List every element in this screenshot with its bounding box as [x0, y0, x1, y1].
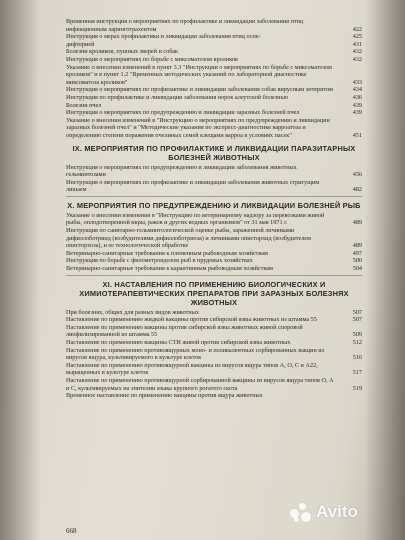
toc-entry [66, 309, 362, 317]
toc-entry-title: Наставление по применению противоящурных моно- и поливалентных сорбированных вакцин из вирусов ящура, культивируемого в культуре клеток [66, 346, 325, 362]
toc-entry-title: дифтерией [66, 40, 95, 48]
section-11-entries [66, 309, 362, 400]
toc-entry-page: 519 [352, 384, 362, 392]
section-heading-9: IX. МЕРОПРИЯТИЯ ПО ПРОФИЛАКТИКЕ И ЛИКВИДАЦИИ ПАРАЗИТАРНЫХ БОЛЕЗНЕЙ ЖИВОТНЫХ [72, 143, 356, 162]
toc-entry [66, 109, 362, 117]
toc-entry-page: 497 [352, 249, 362, 257]
toc-entry-title: Инструкция о мерах профилактики и ликвидации заболевания птиц оспе- [66, 33, 261, 41]
toc-entry [66, 164, 362, 179]
toc-entry-page: 439 [352, 109, 362, 117]
avito-logo-icon [290, 503, 312, 521]
toc-entry-page: 432 [352, 55, 362, 63]
toc-entry [66, 64, 362, 87]
toc-entry-page: 507 [352, 316, 362, 324]
section-9-entries [66, 164, 362, 194]
toc-entry-page: 512 [352, 339, 362, 346]
toc-entry [66, 377, 362, 392]
toc-entry-title: Инструкция по санитарно-гельминтологической оценке рыбы, зараженной личинками дифиллоботриид (возбудителями дифиллоботриоза) и личинками описторхид (возбудителем описторхоза), и ее технологической обработке [66, 227, 311, 250]
toc-entry-page: 456 [352, 171, 362, 179]
toc-entry [66, 56, 362, 64]
toc-entry-page: 517 [352, 369, 362, 377]
toc-entry [66, 33, 362, 41]
toc-entry-title: Указание о внесении изменений в пункт 3.3 "Инструкции о мероприятиях по борьбе с миксоматозом кроликов" и в пункт 1.2 "Временных методических указаний по лабораторной диагностике миксоматоза кроликов" [66, 63, 332, 86]
toc-entry [66, 41, 362, 49]
toc-entry-title: Инструкция о мероприятиях по профилактике и ликвидации заболевания животных стригущим лишаем [66, 178, 320, 194]
entries-top [66, 18, 362, 140]
toc-entry-page: 500 [352, 257, 362, 265]
toc-entry-page: 451 [352, 131, 362, 139]
page-shadow-right [365, 0, 405, 540]
toc-entry [66, 316, 362, 324]
toc-entry-title: Наставление по применению вакцины против сибирской язвы животных живой споровой лиофилизированной из штамма 55 [66, 323, 303, 339]
toc-entry-page: 436 [352, 93, 362, 101]
divider [66, 275, 362, 276]
divider [66, 196, 362, 197]
toc-entry [66, 18, 362, 33]
toc-entry-page: 489 [352, 242, 362, 250]
toc-entry-title: Наставление по применению противоящурной сорбированной вакцины из вирусов ящура типов О, А и С, культивируемых на эпителии языка крупного рогатого скота [66, 376, 334, 392]
toc-entry-title: Инструкция о мероприятиях по борьбе с миксоматозом кроликов [66, 55, 238, 63]
section-heading-11: XI. НАСТАВЛЕНИЯ ПО ПРИМЕНЕНИЮ БИОЛОГИЧЕСКИХ И ХИМИОТЕРАПЕВТИЧЕСКИХ ПРЕПАРАТОВ ПРИ ЗАРАЗНЫХ БОЛЕЗНЯХ ЖИВОТНЫХ [79, 279, 349, 307]
toc-entry [66, 102, 362, 110]
toc-entry-page: 439 [352, 101, 362, 109]
toc-entry-title: Инструкция по профилактике и ликвидации заболевания норок алеутской болезнью [66, 93, 288, 101]
toc-entry-title: Ветеринарно-санитарные требования к племенным рыбоводным хозяйствам [66, 249, 268, 257]
toc-entry-page: 507 [352, 308, 362, 316]
toc-entry-title: При болезнях, общих для разных видов животных [66, 308, 199, 316]
toc-entry-title: Ветеринарно-санитарные требования к карантинным рыбоводным хозяйствам [66, 265, 273, 273]
toc-entry-page: 422 [352, 25, 362, 33]
toc-entry [66, 48, 362, 56]
toc-entry-title: Болезни пчел [66, 101, 102, 109]
toc-entry-page: 434 [352, 86, 362, 94]
toc-entry [66, 227, 362, 250]
table-of-contents [66, 18, 362, 400]
toc-entry-title: Инструкция о мероприятиях по профилактике и ликвидации заболевания собак вирусным энтеритом [66, 86, 333, 94]
toc-entry-title: Указание о внесении изменения в "Инструкцию по ветеринарному надзору за перевозками живой рыбы, оплодотворенной икры, раков и других водных организмов" от 31 мая 1971 г. [66, 211, 325, 227]
toc-entry-title: Инструкция по борьбе с филометроидозом рыб в прудовых хозяйствах [66, 257, 253, 265]
toc-entry-page: 509 [352, 331, 362, 339]
toc-entry-title: Временная инструкция о мероприятиях по профилактике и ликвидации заболевания птиц инфекционным ларинготрахеитом [66, 18, 304, 33]
toc-entry [66, 94, 362, 102]
avito-watermark-text: Avito [316, 502, 358, 521]
toc-entry-title: Указание о внесении изменений в "Инструкцию о мероприятиях по предупреждению и ликвидации заразных болезней пчел" и "Методические указания по экспресс-диагностике варроатоза и определению степени поражения пчелиных семей клещами варроа в условиях пасек" [66, 116, 330, 139]
toc-entry [66, 347, 362, 362]
toc-entry-page: 482 [352, 186, 362, 194]
toc-entry-page: 489 [352, 219, 362, 227]
toc-entry-page: 425 [352, 33, 362, 41]
toc-entry-title: Наставление по применению вакцины СТИ живой против сибирской язвы животных [66, 339, 291, 346]
toc-entry [66, 362, 362, 377]
toc-entry [66, 86, 362, 94]
toc-entry-title: Болезни кроликов, пушных зверей и собак [66, 48, 179, 56]
toc-entry-title: Инструкция о мероприятиях по предупреждению и ликвидации заболевания животных гельминтозами [66, 163, 297, 179]
toc-entry [66, 179, 362, 194]
page-number: 668 [66, 527, 77, 535]
section-10-entries [66, 212, 362, 273]
toc-entry [66, 117, 362, 140]
toc-entry-page: 433 [352, 78, 362, 86]
toc-entry [66, 265, 362, 273]
toc-entry [66, 257, 362, 265]
section-heading-10: X. МЕРОПРИЯТИЯ ПО ПРЕДУПРЕЖДЕНИЮ И ЛИКВИДАЦИИ БОЛЕЗНЕЙ РЫБ [67, 200, 361, 210]
toc-entry-page: 516 [352, 354, 362, 362]
avito-watermark [290, 502, 358, 522]
toc-entry [66, 392, 362, 400]
toc-entry-page: 432 [352, 48, 362, 56]
toc-entry [66, 339, 362, 347]
toc-entry-page: 504 [352, 265, 362, 273]
page-shadow-left [0, 0, 40, 540]
toc-entry [66, 212, 362, 227]
toc-entry [66, 324, 362, 339]
toc-entry [66, 250, 362, 258]
toc-entry-title: Временное наставление по применению вакцины против ящура животных [66, 392, 263, 400]
toc-entry-title: Наставление по применению жидкой вакцины против сибирской язвы животных из штамма 55 [66, 316, 317, 324]
toc-entry-title: Инструкция о мероприятиях по предупреждению и ликвидации заразных болезней пчел [66, 109, 300, 117]
toc-entry-page: 431 [352, 40, 362, 48]
toc-entry-title: Наставление по применению противоящурной вакцины из вирусов ящура типов А, О, С и А22, выращенных в культуре клеток [66, 361, 318, 377]
